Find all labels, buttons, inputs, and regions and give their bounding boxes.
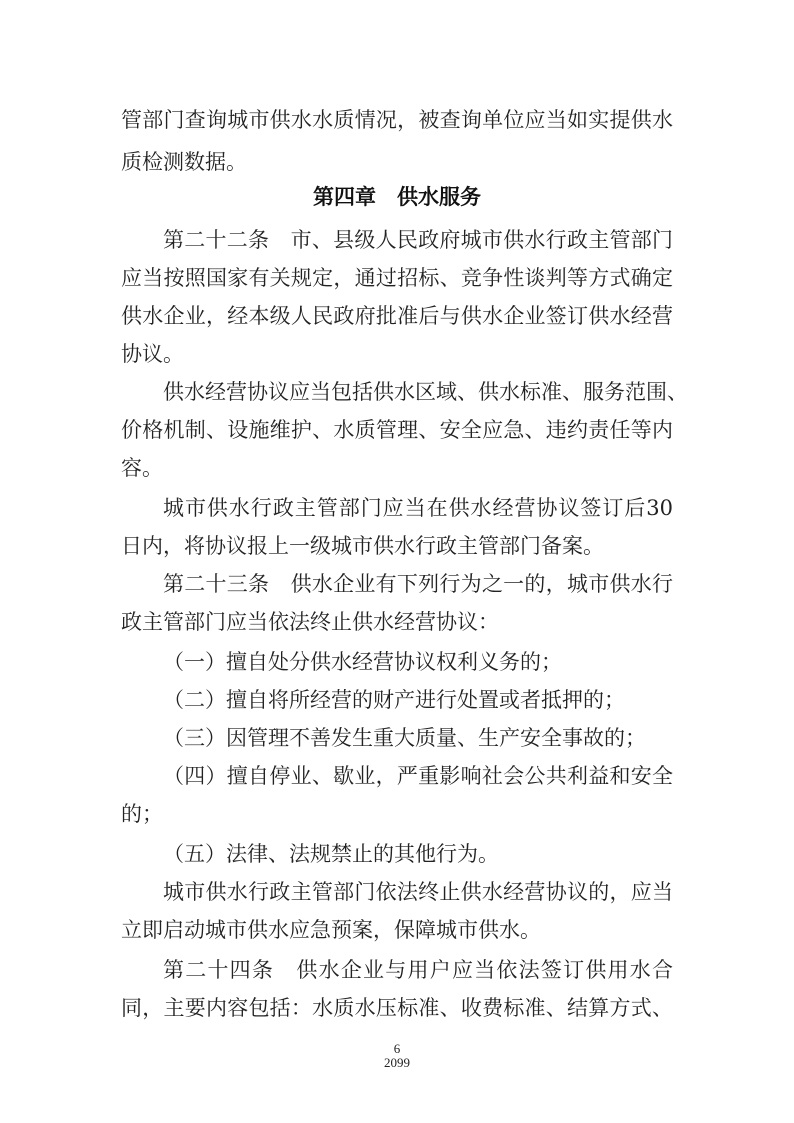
article-22-line-3: 供水企业，经本级人民政府批准后与供水企业签订供水经营 — [121, 304, 673, 328]
article-22-line-2: 应当按照国家有关规定，通过招标、竞争性谈判等方式确定 — [121, 266, 673, 290]
text-line-2: 质检测数据。 — [121, 150, 247, 174]
agreement-content-line-3: 容。 — [121, 456, 163, 480]
termination-line-2: 立即启动城市供水应急预案，保障城市供水。 — [121, 918, 541, 942]
list-item-3: （三）因管理不善发生重大质量、生产安全事故的； — [163, 726, 646, 750]
agreement-content-line-2: 价格机制、设施维护、水质管理、安全应急、违约责任等内 — [121, 418, 673, 442]
chapter-heading: 第四章 供水服务 — [313, 185, 481, 209]
article-23-line-2: 政主管部门应当依法终止供水经营协议： — [121, 610, 499, 634]
list-item-1: （一）擅自处分供水经营协议权利义务的； — [163, 650, 562, 674]
filing-line-2: 日内，将协议报上一级城市供水行政主管部门备案。 — [121, 534, 604, 558]
page-number-total: 2099 — [384, 1055, 410, 1070]
article-24-line-1: 第二十四条 供水企业与用户应当依法签订供用水合 — [163, 958, 673, 982]
list-item-4-line-2: 的； — [121, 802, 163, 826]
list-item-4-line-1: （四）擅自停业、歇业，严重影响社会公共利益和安全 — [163, 764, 673, 788]
page-number: 6 — [393, 1041, 401, 1056]
article-23-line-1: 第二十三条 供水企业有下列行为之一的，城市供水行 — [163, 572, 673, 596]
filing-line-1: 城市供水行政主管部门应当在供水经营协议签订后30 — [163, 496, 673, 520]
text-line-1: 管部门查询城市供水水质情况，被查询单位应当如实提供水 — [121, 108, 673, 132]
article-22-line-4: 协议。 — [121, 342, 184, 366]
article-24-line-2: 同，主要内容包括：水质水压标准、收费标准、结算方式、 — [121, 996, 673, 1020]
list-item-5: （五）法律、法规禁止的其他行为。 — [163, 842, 499, 866]
agreement-content-line-1: 供水经营协议应当包括供水区域、供水标准、服务范围、 — [163, 380, 688, 404]
article-22-line-1: 第二十二条 市、县级人民政府城市供水行政主管部门 — [163, 228, 673, 252]
termination-line-1: 城市供水行政主管部门依法终止供水经营协议的，应当 — [163, 880, 673, 904]
list-item-2: （二）擅自将所经营的财产进行处置或者抵押的； — [163, 688, 625, 712]
